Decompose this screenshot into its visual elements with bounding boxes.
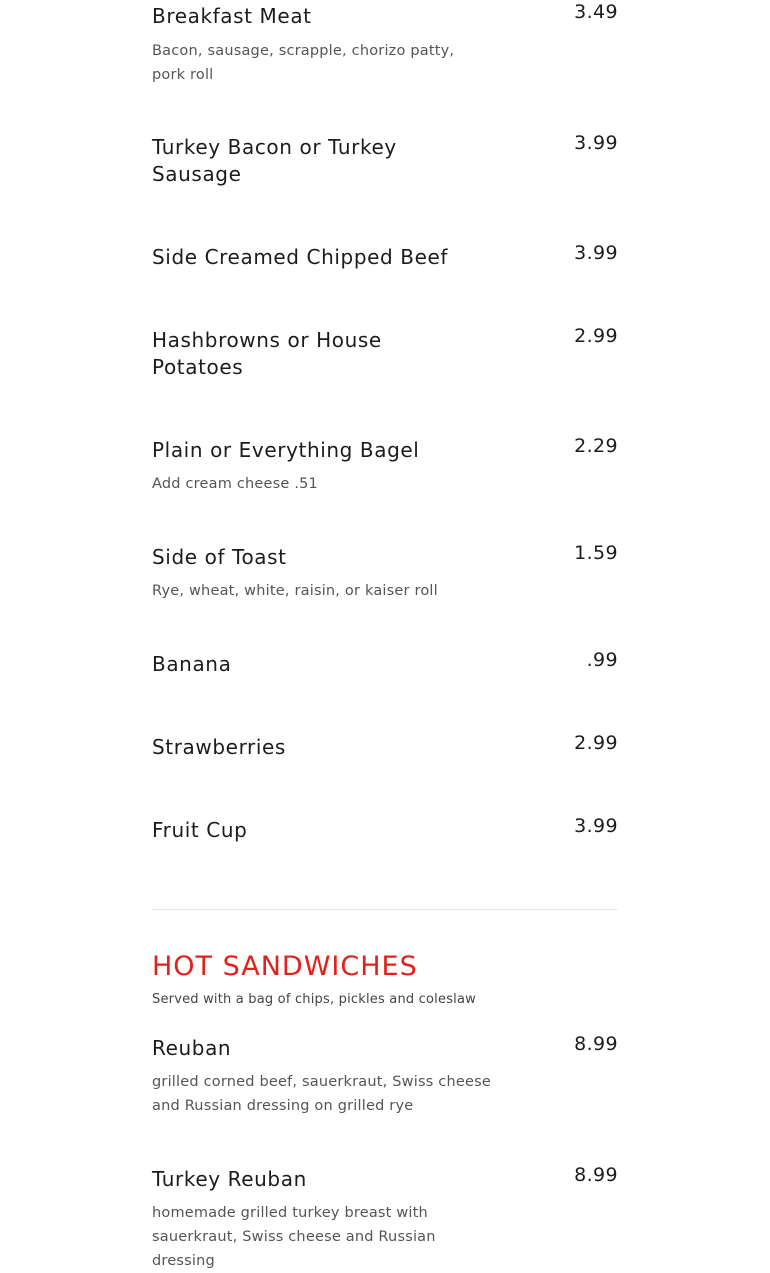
item-name: Fruit Cup	[152, 818, 248, 842]
item-price: 1.59	[574, 542, 618, 564]
item-name: Hashbrowns or House Potatoes	[152, 328, 382, 379]
item-price: 2.29	[574, 435, 618, 457]
item-description: grilled corned beef, sauerkraut, Swiss cheese and Russian dressing on grilled rye	[152, 1074, 491, 1114]
item-price: 3.49	[574, 1, 618, 23]
item-name: Breakfast Meat	[152, 4, 312, 28]
section-subtitle: Served with a bag of chips, pickles and coleslaw	[152, 992, 476, 1007]
item-name: Strawberries	[152, 735, 286, 759]
item-name: Turkey Bacon or Turkey Sausage	[152, 135, 397, 186]
item-price: 3.99	[574, 132, 618, 154]
section-divider	[152, 909, 618, 910]
item-price: 3.99	[574, 815, 618, 837]
item-name: Banana	[152, 652, 232, 676]
item-name: Side Creamed Chipped Beef	[152, 245, 449, 269]
item-price: 2.99	[574, 325, 618, 347]
item-name: Plain or Everything Bagel	[152, 438, 420, 462]
item-description: Bacon, sausage, scrapple, chorizo patty, pork roll	[152, 43, 455, 83]
item-price: 8.99	[574, 1164, 618, 1186]
item-price: 8.99	[574, 1033, 618, 1055]
item-name: Reuban	[152, 1036, 232, 1060]
item-price: .99	[586, 649, 618, 671]
item-description: Rye, wheat, white, raisin, or kaiser roll	[152, 583, 438, 599]
item-price: 2.99	[574, 732, 618, 754]
item-name: Side of Toast	[152, 545, 287, 569]
item-price: 3.99	[574, 242, 618, 264]
item-description: Add cream cheese .51	[152, 476, 318, 492]
section-title: HOT SANDWICHES	[152, 951, 418, 982]
item-name: Turkey Reuban	[152, 1167, 307, 1191]
item-description: homemade grilled turkey breast with sauerkraut, Swiss cheese and Russian dressing	[152, 1205, 436, 1269]
